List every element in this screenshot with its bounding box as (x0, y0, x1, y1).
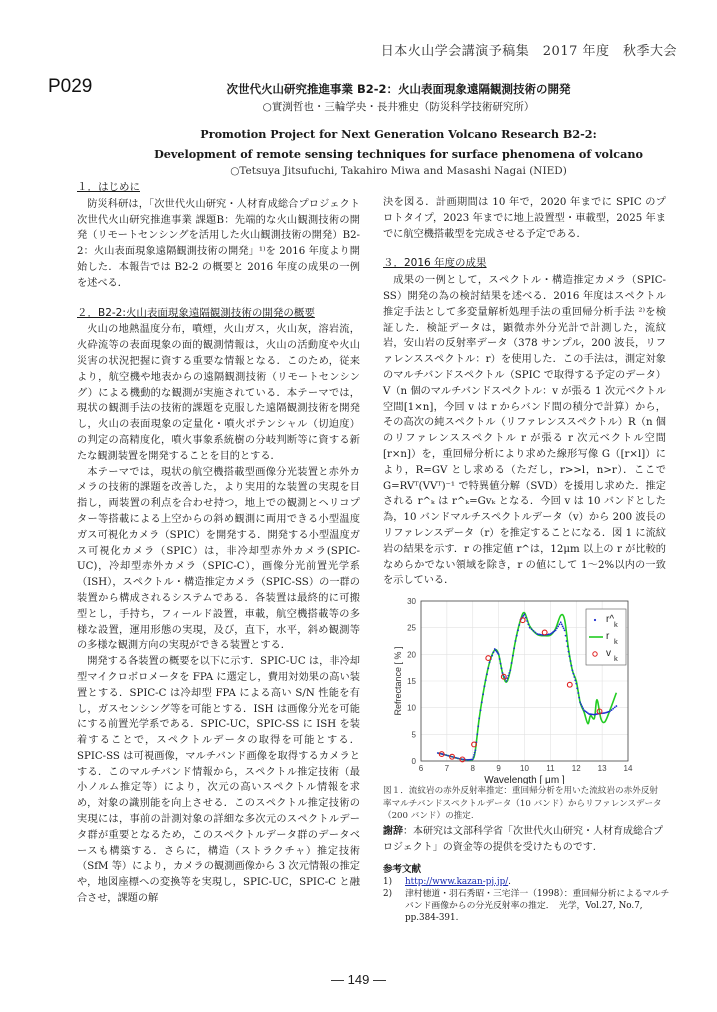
section-2-heading: ２．B2-2:火山表面現象遠隔観測技術の開発の概要 (77, 306, 315, 319)
authors-japanese: ○實渕哲也・三輪学央・長井雅史（防災科学技術研究所） (262, 101, 535, 113)
legend-label-subscript: k (614, 620, 618, 629)
reference-link[interactable]: http://www.kazan-pj.jp/ (405, 877, 509, 887)
data-point-r-hat-k (504, 676, 506, 678)
data-point-r-hat-k (524, 613, 526, 615)
chart-svg (383, 592, 653, 784)
conference-header: 日本火山学会講演予稿集 2017 年度 秋季大会 (380, 44, 677, 59)
references-list (383, 876, 673, 924)
data-point-r-hat-k (500, 663, 502, 665)
data-point-r-hat-k (518, 624, 520, 626)
data-point-r-hat-k (611, 709, 613, 711)
data-point-r-hat-k (483, 685, 485, 687)
data-point-r-hat-k (440, 753, 442, 755)
data-point-r-hat-k (506, 677, 508, 679)
data-point-r-hat-k (567, 645, 569, 647)
page-number: ― 149 ― (331, 972, 386, 987)
data-point-r-hat-k (526, 620, 528, 622)
data-point-r-hat-k (572, 673, 574, 675)
x-tick-label: 11 (546, 764, 555, 773)
title-english-line2: Development of remote sensing techniques for surface phenomena of volcano (154, 147, 643, 161)
data-point-r-hat-k (555, 629, 557, 631)
data-point-r-hat-k (573, 676, 575, 678)
data-point-r-hat-k (485, 679, 487, 681)
legend (586, 609, 626, 665)
acknowledgement (383, 824, 666, 856)
data-point-r-hat-k (612, 708, 614, 710)
y-tick-label: 0 (411, 757, 416, 766)
data-point-r-hat-k (476, 733, 478, 735)
data-point-r-hat-k (482, 693, 484, 695)
data-point-r-hat-k (570, 660, 572, 662)
left-column (77, 180, 360, 907)
x-tick-label: 13 (597, 764, 607, 773)
data-point-r-hat-k (472, 759, 474, 761)
data-point-r-hat-k (501, 667, 503, 669)
title-english-line1: Promotion Project for Next Generation Volcano Research B2-2: (200, 127, 597, 141)
right-column (383, 195, 666, 589)
data-point-r-hat-k (505, 680, 507, 682)
data-point-r-hat-k (437, 752, 439, 754)
x-tick-label: 8 (470, 764, 475, 773)
data-point-r-hat-k (525, 617, 527, 619)
x-axis-label: Wavelength [ μm ] (484, 775, 565, 784)
data-point-r-hat-k (451, 756, 453, 758)
data-point-r-hat-k (493, 651, 495, 653)
data-point-r-hat-k (527, 623, 529, 625)
authors-english: ○Tetsuya Jitsufuchi, Takahiro Miwa and Masashi Nagai (NIED) (230, 165, 567, 177)
data-point-r-hat-k (517, 629, 519, 631)
reference-item (383, 888, 673, 924)
data-point-r-hat-k (609, 711, 611, 713)
data-point-r-hat-k (474, 752, 476, 754)
data-point-r-hat-k (457, 757, 459, 759)
data-point-r-hat-k (511, 662, 513, 664)
data-point-r-hat-k (478, 717, 480, 719)
section-1-paragraph: 防災科研は，「次世代火山研究・人材育成総合プロジェクト 次世代火山研究推進事業 課題B：先端的な火山観測技術の開発（リモートセンシングを活用した火山観測技術の開発）B2-2：火山表面現象遠隔観測技術の開発」¹⁾を 2016 年度より開始した．本報告では B2-2 の概要と 2016 年度の成果の一例を述べる． (77, 198, 360, 289)
data-point-r-hat-k (473, 754, 475, 756)
data-point-v-k (567, 682, 572, 687)
data-point-v-k (486, 656, 491, 661)
data-point-r-hat-k (557, 625, 559, 627)
legend-label-subscript: k (614, 637, 618, 646)
data-point-r-hat-k (455, 757, 457, 759)
data-point-r-hat-k (615, 705, 617, 707)
data-point-r-hat-k (582, 707, 584, 709)
y-tick-label: 25 (407, 623, 416, 633)
data-point-r-hat-k (578, 697, 580, 699)
data-point-r-hat-k (563, 627, 565, 629)
reference-item (383, 876, 673, 888)
data-point-r-hat-k (570, 665, 572, 667)
data-point-r-hat-k (571, 669, 573, 671)
data-point-r-hat-k (499, 658, 501, 660)
data-point-r-hat-k (568, 651, 570, 653)
data-point-r-hat-k (487, 667, 489, 669)
data-point-r-hat-k (569, 655, 571, 657)
data-point-r-hat-k (565, 635, 567, 637)
data-point-r-hat-k (575, 683, 577, 685)
reference-suffix: . (508, 877, 511, 887)
y-axis-label: Refrectance [ % ] (393, 646, 403, 716)
section-2-paragraph-3: 開発する各装置の概要を以下に示す．SPIC-UC は，非冷却型マイクロボロメータを FPA に選定し，費用対効果の高い装置とする．SPIC-C は冷却型 FPA による高い S/N 性能を有し，ガスセンシング等を可能とする．ISH は画像分光を可能にする前置光学系である．SPIC-UC，SPIC-SS に ISH を装着することで，スペクトルデータの取得を可能とする．SPIC-SS は可視画像，マルチバンド画像を取得するカメラとする．このマルチバンド情報から，スペクトル推定技術（最小ノルム推定等）により，次元の高いスペクトル情報を求め，対象の識別能を向上させる．このスペクトル推定技術の実現には，事前の計測対象の詳細な多次元のスペクトルデータ群が重要となるため，このスペクトルデータ群のデータベースも構築する．さらに，構造（ストラクチャ）推定技術（SfM 等）により，カメラの観測画像から 3 次元情報の推定や，地図座標への変換等を実現し，SPIC-UC，SPIC-C と融合させ，課題の解 (77, 656, 360, 905)
section-1-heading: １．はじめに (77, 181, 140, 193)
data-point-r-hat-k (447, 755, 449, 757)
data-point-r-hat-k (577, 692, 579, 694)
data-point-r-hat-k (559, 623, 561, 625)
data-point-r-hat-k (538, 633, 540, 635)
data-point-r-hat-k (508, 672, 510, 674)
data-point-r-hat-k (537, 633, 539, 635)
legend-label: r (606, 631, 610, 642)
y-tick-label: 10 (407, 703, 416, 713)
data-point-r-hat-k (581, 705, 583, 707)
data-point-r-hat-k (580, 703, 582, 705)
data-point-r-hat-k (507, 675, 509, 677)
data-point-r-hat-k (579, 701, 581, 703)
data-point-r-hat-k (531, 628, 533, 630)
x-tick-label: 7 (444, 764, 450, 773)
title-japanese: 次世代火山研究推進事業 B2-2：火山表面現象遠隔観測技術の開発 (226, 82, 571, 96)
references-heading: 参考文献 (383, 864, 422, 875)
section-2-continuation: 決を図る．計画期間は 10 年で，2020 年までに SPIC のプロトタイプ，2023 年までに地上設置型・車載型，2025 年までに航空機搭載型を完成させる予定である． (383, 197, 666, 240)
data-point-r-hat-k (512, 655, 514, 657)
paper-id: P029 (48, 76, 93, 97)
data-point-r-hat-k (560, 621, 562, 623)
data-point-r-hat-k (472, 756, 474, 758)
data-point-r-hat-k (576, 687, 578, 689)
section-2-paragraph-1: 火山の地熱温度分布，噴煙，火山ガス，火山灰，溶岩流，火砕流等の表面現象の面的観測情報は，火山の活動度や火山災害の状況把握に資する重要な情報となる．このため，従来より，航空機や地表からの遠隔観測技術（リモートセンシング）による機動的な観測が実施されている．本テーマでは，現状の観測手法の技術的課題を克服した遠隔観測技術を開発し，火山の表面現象の定量化・噴火ポテンシャル（切迫度）の判定の高精度化，噴火事象系統樹の分岐判断等に資する新たな観測装置を開発することを目的とする． (77, 324, 360, 462)
reflectance-chart (383, 592, 653, 784)
y-tick-label: 20 (407, 650, 416, 660)
x-tick-label: 14 (623, 764, 633, 773)
data-point-v-k (542, 630, 547, 635)
legend-label-subscript: k (614, 654, 618, 663)
data-point-r-hat-k (535, 632, 537, 634)
acknowledgement-label: 謝辞 (383, 826, 403, 837)
x-tick-label: 6 (418, 764, 424, 773)
reference-number: 1) (383, 877, 393, 887)
data-point-r-hat-k (540, 634, 542, 636)
data-point-r-hat-k (509, 669, 511, 671)
data-point-r-hat-k (564, 629, 566, 631)
reference-text: 津村徳道・羽石秀昭・三宅洋一（1998）：重回帰分析によるマルチバンド画像からの分光反射率の推定． 光学，Vol.27, No.7, pp.384-391. (405, 889, 670, 923)
data-point-r-hat-k (548, 633, 550, 635)
legend-label: v (606, 648, 611, 659)
data-point-r-hat-k (489, 661, 491, 663)
data-point-r-hat-k (614, 707, 616, 709)
data-point-r-hat-k (556, 627, 558, 629)
reference-number: 2) (383, 889, 393, 899)
legend-marker-dot (594, 619, 596, 621)
figure-caption: 図１．流紋岩の赤外反射率推定：重回帰分析を用いた流紋岩の赤外反射率マルチバンドスペクトルデータ（10 バンド）からリファレンスデータ（200 バンド）の推定. (383, 786, 662, 821)
data-point-r-hat-k (498, 653, 500, 655)
data-point-r-hat-k (442, 753, 444, 755)
data-point-r-hat-k (561, 623, 563, 625)
y-tick-label: 15 (407, 677, 416, 686)
data-point-r-hat-k (486, 673, 488, 675)
data-point-r-hat-k (574, 679, 576, 681)
data-point-r-hat-k (474, 749, 476, 751)
data-point-r-hat-k (461, 758, 463, 760)
data-point-r-hat-k (566, 640, 568, 642)
data-point-r-hat-k (477, 725, 479, 727)
data-point-r-hat-k (481, 701, 483, 703)
section-2-paragraph-2: 本テーマでは，現状の航空機搭載型画像分光装置と赤外カメラの技術的課題を改善した，より実用的な装置の実現を目指し，両装置の利点を合わせ持つ，地上での観測とヘリコプター等搭載による上空からの斜め観測に両用できる小型温度ガス可視化カメラ（SPIC）を開発する．開発する小型温度ガス可視化カメラ（SPIC）は，非冷却型赤外カメラ(SPIC-UC)，冷却型赤外カメラ（SPIC-C），画像分光前置光学系（ISH），スペクトル・構造推定カメラ（SPIC-SS）の一群の装置から構成されるシステムである．各装置は最終的に可搬型とし，手持ち，フィールド設置，車載，航空機搭載等の多様な設置，運用形態の実現，及び，直下，水平，斜め観測等の多様な観測方向の実現ができる装置とする． (77, 466, 360, 652)
section-3-heading: ３．2016 年度の成果 (383, 257, 487, 270)
y-tick-label: 5 (411, 730, 416, 740)
data-point-r-hat-k (491, 655, 493, 657)
data-point-r-hat-k (529, 627, 531, 629)
data-point-r-hat-k (533, 630, 535, 632)
data-point-r-hat-k (480, 709, 482, 711)
acknowledgement-text: ：本研究は文部科学省「次世代火山研究・人材育成総合プロジェクト」の資金等の提供を受けたものです. (383, 826, 663, 853)
data-point-r-hat-k (515, 640, 517, 642)
data-point-r-hat-k (445, 754, 447, 756)
data-point-r-hat-k (502, 672, 504, 674)
legend-label: r^ (606, 614, 615, 625)
x-tick-label: 9 (496, 764, 501, 773)
data-point-r-hat-k (516, 635, 518, 637)
x-tick-label: 10 (520, 764, 529, 773)
data-point-r-hat-k (513, 647, 515, 649)
y-tick-label: 30 (407, 597, 416, 606)
x-tick-label: 12 (571, 764, 581, 773)
data-point-r-hat-k (562, 625, 564, 627)
section-3-paragraph: 成果の一例として，スペクトル・構造推定カメラ（SPIC-SS）開発の為の検討結果を述べる．2016 年度はスペクトル推定手法として多変量解析処理手法の重回帰分析手法 ²⁾を検証した．検証データは，顕微赤外分光計で計測した，流紋岩，安山岩の反射率データ（378 サンプル，200 波長，リファレンススペクトル：r）を使用した．この手法は，測定対象のマルチバンドスペクトル（SPIC で取得する予定のデータ）V（n 個のマルチバンドスペクトル：v が張る 1 次元ベクトル空間[1×n]，今回 v は r からバンド間の積分で計算）から，その高次の純スペクトル（リファレンススペクトル）R（n 個のリファレンススペクトル r が張る r 次元ベクトル空間[r×n]）を，重回帰分析により求めた線形写像 G（[r×l]）により，R=GV とし求める（ただし，r>>l，n>r）．ここで G=RVᵀ(VVᵀ)⁻¹ で特異値分解（SVD）を援用し求めた．推定される r^ₖ は r^ₖ=Gvₖ となる．今回 v は 10 バンドとした為，10 バンドマルチスペクトルデータ（v）から 200 波長のリファレンスデータ（r）を推定することになる．図 1 に流紋岩の結果を示す．r の推定値 r^は，12μm 以上の r が比較的なめらかでない領域を除き，r の値にして 1～2%以内の一致を示している． (383, 275, 666, 587)
